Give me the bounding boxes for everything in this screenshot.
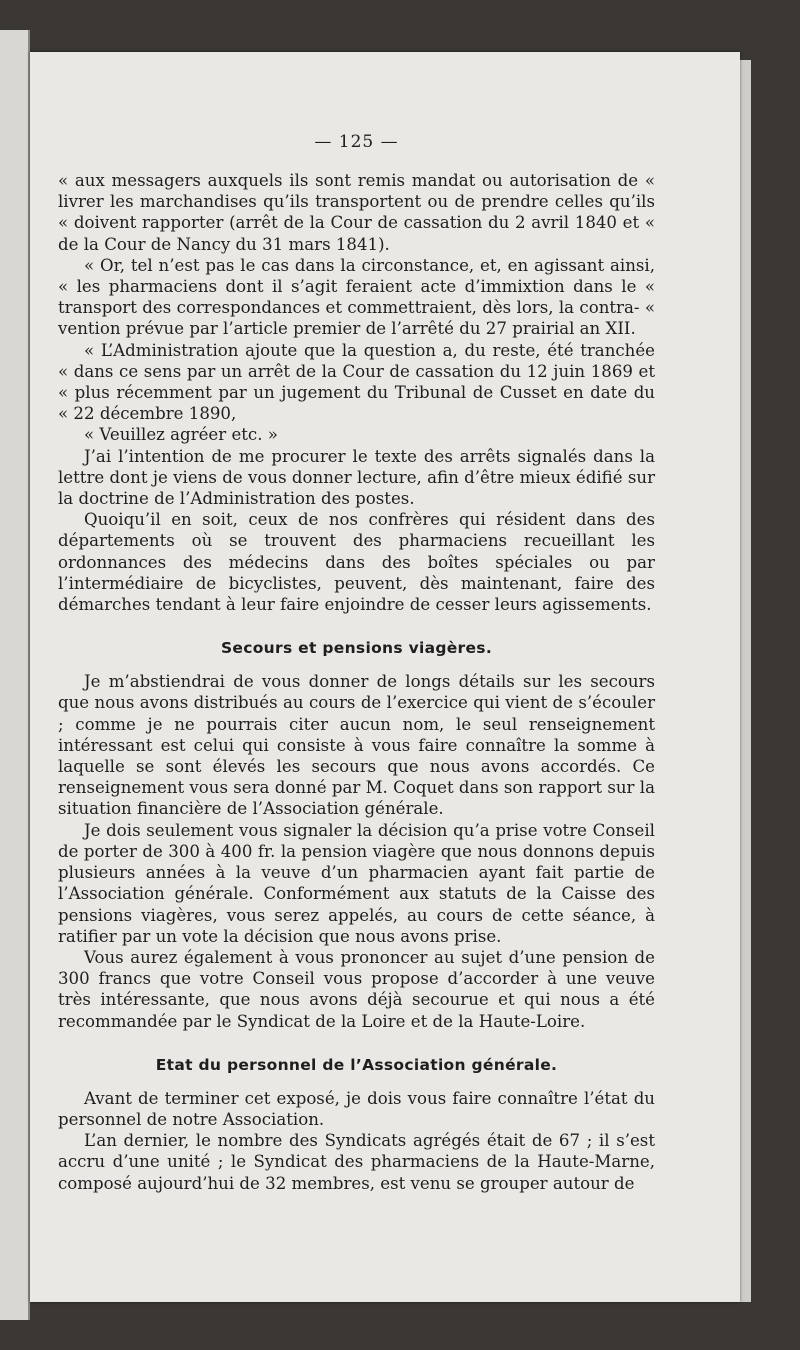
quote-paragraph-1: « aux messagers auxquels ils sont remis mandat ou autorisation de « livrer les marchandises qu’ils transportent ou de prendre celles qu’ils « doivent rapporter (arrêt de la Cour de cassation du 2 avril 1840 et « de la Cour de Nancy du 31 mars 1841).	[58, 171, 655, 254]
page-text	[58, 132, 655, 1194]
secours-paragraph-1: Je m’abstiendrai de vous donner de longs détails sur les secours que nous avons distribués au cours de l’exercice qui vient de s’écouler ; comme je ne pourrais citer aucun nom, le seul renseignement intéressant est celui qui consiste à vous faire connaître la somme à laquelle se sont élevés les secours que nous avons accordés. Ce renseignement vous sera donné par M. Coquet dans son rapport sur la situation financière de l’Association générale.	[58, 672, 655, 819]
section-heading-personnel: Etat du personnel de l’Association générale.	[155, 1055, 558, 1074]
secours-paragraph-2: Je dois seulement vous signaler la décision qu’a prise votre Conseil de porter de 300 à 400 fr. la pension viagère que nous donnons depuis plusieurs années à la veuve d’un pharmacien ayant fait partie de l’Association générale. Conformément aux statuts de la Caisse des pensions viagères, vous serez appelés, au cours de cette séance, à ratifier par un vote la décision que nous avons prise.	[58, 820, 655, 946]
section-heading-secours: Secours et pensions viagères.	[220, 639, 493, 658]
book-page	[30, 52, 740, 1302]
quote-paragraph-3: « L’Administration ajoute que la question a, du reste, été tranchée « dans ce sens par un arrêt de la Cour de cassation du 12 juin 1869 et « plus récemment par un jugement du Tribunal de Cusset en date du « 22 décembre 1890,	[58, 340, 655, 424]
body-paragraph-1: J’ai l’intention de me procurer le texte des arrêts signalés dans la lettre dont je viens de vous donner lecture, afin d’être mieux édifié sur la doctrine de l’Administration des postes.	[58, 446, 655, 509]
previous-page-edge	[0, 30, 30, 1320]
body-paragraph-2: Quoiqu’il en soit, ceux de nos confrères qui résident dans des départements où se trouvent des pharmaciens recueillant les ordonnances des médecins dans des boîtes spéciales ou par l’intermédiaire de bicyclistes, peuvent, dès maintenant, faire des démarches tendant à leur faire enjoindre de cesser leurs agissements.	[58, 510, 655, 615]
page-number: — 125 —	[314, 132, 399, 152]
personnel-paragraph-2: L’an dernier, le nombre des Syndicats agrégés était de 67 ; il s’est accru d’une unité ; le Syndicat des pharmaciens de la Haute-Marne, composé aujourd’hui de 32 membres, est venu se grouper autour de	[58, 1131, 655, 1193]
secours-paragraph-3: Vous aurez également à vous prononcer au sujet d’une pension de 300 francs que votre Conseil vous propose d’accorder à une veuve très intéressante, que nous avons déjà secourue et qui nous a été recommandée par le Syndicat de la Loire et de la Haute-Loire.	[58, 947, 655, 1031]
personnel-paragraph-1: Avant de terminer cet exposé, je dois vous faire connaître l’état du personnel de notre Association.	[58, 1088, 655, 1129]
quote-paragraph-2: « Or, tel n’est pas le cas dans la circonstance, et, en agissant ainsi, « les pharmaciens dont il s’agit feraient acte d’immixtion dans le « transport des correspondances et commettraient, dès lors, la contra- « vention prévue par l’article premier de l’arrêté du 27 prairial an XII.	[58, 255, 655, 339]
quote-closing: « Veuillez agréer etc. »	[84, 425, 278, 445]
